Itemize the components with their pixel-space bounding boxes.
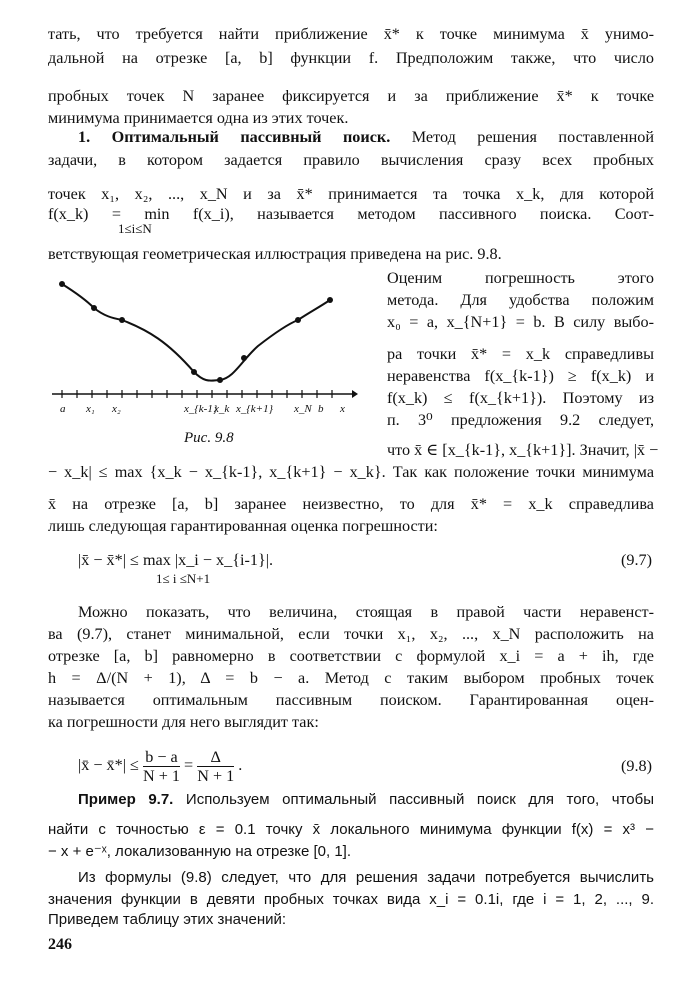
fraction-denominator: N + 1	[142, 767, 180, 785]
equation-9-8	[78, 748, 242, 785]
trial-point	[119, 317, 125, 323]
equation-9-7: |x̄ − x̄*| ≤ max |x_i − x_{i-1}|.	[78, 551, 274, 569]
text-line: задачи, в котором задается правило вычисления сразу всех пробных	[48, 151, 654, 169]
text-line: − x + e⁻ˣ, локализованную на отрезке [0, 1].	[48, 843, 352, 860]
fraction	[143, 748, 180, 785]
trial-point	[91, 305, 97, 311]
trial-point	[327, 297, 333, 303]
example-label: Пример 9.7.	[78, 791, 174, 808]
text-line: минимума принимается одна из этих точек.	[48, 109, 349, 127]
fraction	[197, 748, 234, 785]
axis-label-x1: x₁	[86, 403, 95, 415]
equation-9-7-subscript: 1≤ i ≤N+1	[156, 571, 211, 586]
fraction-numerator: b − a	[143, 748, 180, 767]
function-curve	[62, 284, 330, 381]
text-line: отрезке [a, b] равномерно в соответствии с формулой x_i = a + ih, где	[48, 647, 654, 665]
min-subscript: 1≤i≤N	[118, 221, 152, 236]
text-line: называется оптимальным пассивным поиском. Гарантированная оцен-	[48, 691, 654, 709]
trial-point	[59, 281, 65, 287]
trial-point	[241, 355, 247, 361]
axis-arrow	[352, 390, 358, 398]
fraction-denominator: N + 1	[197, 767, 235, 785]
text-line: Из формулы (9.8) следует, что для решения задачи потребуется вычислить	[78, 869, 654, 886]
equals-sign: =	[184, 756, 194, 775]
text-line: Приведем таблицу этих значений:	[48, 911, 287, 928]
axis-label-x2: x₂	[112, 403, 121, 415]
axis-label-xk1: x_{k+1}	[236, 403, 273, 415]
axis-label-x: x	[340, 403, 345, 415]
text-line: Можно показать, что величина, стоящая в правой части неравенст-	[78, 603, 654, 621]
text-line: x₀ = a, x_{N+1} = b. В силу выбо-	[387, 313, 654, 331]
text-line: ва (9.7), станет минимальной, если точки x₁, x₂, ..., x_N расположить на	[48, 625, 654, 643]
trial-point	[295, 317, 301, 323]
equation-period: .	[238, 756, 243, 775]
equation-number-9-7: (9.7)	[620, 551, 652, 569]
text-line: тать, что требуется найти приближение x̄* к точке минимума x̄ унимо-	[48, 25, 654, 43]
text-line: ка погрешности для него выглядит так:	[48, 713, 319, 731]
text-line: что x̄ ∈ [x_{k-1}, x_{k+1}]. Значит, |x̄ −	[387, 441, 659, 459]
axis-label-xN: x_N	[294, 403, 312, 415]
text-line: f(x_k) ≤ f(x_{k+1}). Поэтому из	[387, 389, 654, 407]
text-line: Метод решения поставленной	[411, 128, 654, 146]
text-line: h = Δ/(N + 1), Δ = b − a. Метод с таким выбором пробных точек	[48, 669, 654, 687]
axis-label-xk: x_k	[214, 403, 230, 415]
text-line: неравенства f(x_{k-1}) ≥ f(x_k) и	[387, 367, 654, 385]
text-line: дальной на отрезке [a, b] функции f. Предположим также, что число	[48, 49, 654, 67]
text-line: точек x₁, x₂, ..., x_N и за x̄* принимается та точка x_k, для которой	[48, 185, 654, 203]
text-line: найти с точностью ε = 0.1 точку x̄ локального минимума функции f(x) = x³ −	[48, 821, 654, 838]
equation-9-8-lhs: |x̄ − x̄*| ≤	[78, 756, 139, 775]
figure-9-8	[48, 272, 358, 452]
text-line: лишь следующая гарантированная оценка погрешности:	[48, 517, 438, 535]
axis-label-b: b	[318, 403, 324, 415]
text-line: значения функции в девяти пробных точках вида x_i = 0.1i, где i = 1, 2, ..., 9.	[48, 891, 654, 908]
trial-point	[217, 377, 223, 383]
text-line: f(x_k) = min f(x_i), называется методом пассивного поиска. Соот-	[48, 205, 654, 223]
trial-point	[191, 369, 197, 375]
figure-caption: Рис. 9.8	[184, 430, 234, 446]
page-number: 246	[48, 936, 72, 953]
text-line: Оценим погрешность этого	[387, 269, 654, 287]
fraction-numerator: Δ	[197, 748, 234, 767]
text-line: Используем оптимальный пассивный поиск для того, чтобы	[185, 791, 655, 808]
text-line: пробных точек N заранее фиксируется и за приближение x̄* к точке	[48, 87, 654, 105]
equation-number-9-8: (9.8)	[620, 757, 652, 775]
axis-label-xk-1: x_{k-1}	[184, 403, 218, 415]
text-line: метода. Для удобства положим	[387, 291, 654, 309]
text-line: x̄ на отрезке [a, b] заранее неизвестно, то для x̄* = x_k справедлива	[48, 495, 654, 513]
section-heading-line	[78, 127, 654, 147]
text-line: п. 3⁰ предложения 9.2 следует,	[387, 411, 654, 429]
text-line: − x_k| ≤ max {x_k − x_{k-1}, x_{k+1} − x_k}. Так как положение точки минимума	[48, 463, 654, 481]
text-line: ветствующая геометрическая иллюстрация приведена на рис. 9.8.	[48, 245, 502, 263]
section-heading: 1. Оптимальный пассивный поиск.	[78, 128, 391, 146]
text-line: ра точки x̄* = x_k справедливы	[387, 345, 654, 363]
example-first-line	[78, 790, 654, 810]
axis-label-a: a	[60, 403, 66, 415]
